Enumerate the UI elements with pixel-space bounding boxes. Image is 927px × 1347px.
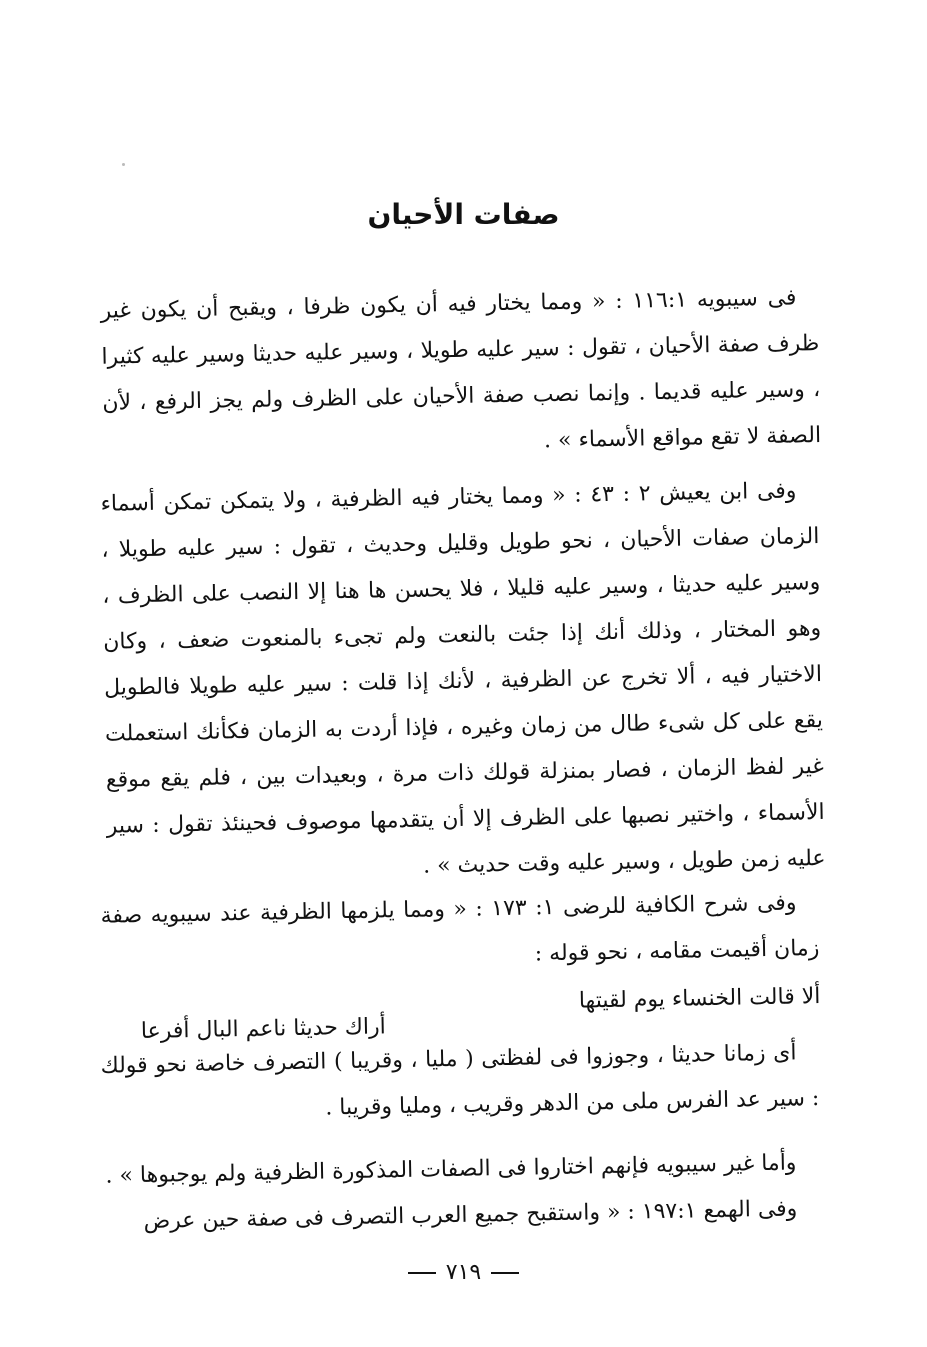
page-number-dash <box>491 1272 519 1274</box>
section-title: صفات الأحيان <box>367 198 560 231</box>
scan-speck <box>122 163 125 166</box>
paragraph-closing <box>100 1140 820 1246</box>
paragraph-text: وفى شرح الكافية للرضى ١: ١٧٣ : « ومما يلزمها الظرفية عند سيبويه صفة زمان أقيمت مقامه ، نحو قوله : <box>100 890 820 967</box>
verse-second-hemistich: أراك حديثا ناعم البال أفرعا <box>140 1014 387 1045</box>
paragraph-explanation <box>100 1030 820 1136</box>
page-number-value: ٧١٩ <box>445 1260 482 1285</box>
page-number <box>0 1260 927 1285</box>
paragraph-text: أى زمانا حديثا ، وجوزوا فى لفظتى ( مليا ، وقريبا ) التصرف خاصة نحو قولك : سير عد الفرس ملى من الدهر وقريب ، ومليا وقريبا . <box>100 1040 820 1121</box>
paragraph-text: وفى الهمع ١٩٧:١ : « واستقبح جميع العرب التصرف فى صفة حين عرض <box>143 1196 798 1234</box>
paragraph-text: وأما غير سيبويه فإنهم اختاروا فى الصفات المذكورة الظرفية ولم يوجبوها » . <box>105 1150 797 1189</box>
page-number-dash <box>408 1272 436 1274</box>
paragraph-text: وفى ابن يعيش ٢ : ٤٣ : « ومما يختار فيه الظرفية ، ولا يتمكن تمكن أسماء الزمان صفات الأحيان ، نحو طويل وقليل وحديث ، تقول : سير عليه طويلا ، وسير عليه حديثا ، وسير عليه قليلا ، فلا يحسن ها هنا إلا النصب على الظرف ، وهو المختار ، وذلك أنك إذا جئت بالنعت ولم تجىء بالمنعوت ضعف ، وكان الاختيار فيه ، ألا تخرج عن الظرفية ، لأنك إذا قلت : سير عليه طويلا فالطويل يقع على كل شىء طال من زمان وغيره ، فإذا أردت به الزمان فكأنك استعملت غير لفظ الزمان ، فصار بمنزلة قولك ذات مرة ، وبعيدات بين ، فلم يقع موقع الأسماء ، واختير نصبها على الظرف إلا أن يتقدمها موصوف فحينئذ تقول : سير عليه زمن طويل ، وسير عليه وقت حديث » . <box>100 478 826 879</box>
paragraph-text: فى سيبويه ١١٦:١ : « ومما يختار فيه أن يكون ظرفا ، ويقبح أن يكون غير ظرف صفة الأحيان ، تقول : سير عليه طويلا ، وسير عليه حديثا وسير عليه كثيرا ، وسير عليه قديما . وإنما نصب صفة الأحيان على الظرف ولم يجز الرفع ، لأن الصفة لا تقع مواقع الأسماء » . <box>100 285 822 454</box>
paragraph-sibawayh <box>100 275 821 473</box>
paragraph-ibn-yaish <box>100 468 826 896</box>
paragraph-radi <box>100 880 820 986</box>
verse-first-hemistich: ألا قالت الخنساء يوم لقيتها <box>578 983 821 1014</box>
